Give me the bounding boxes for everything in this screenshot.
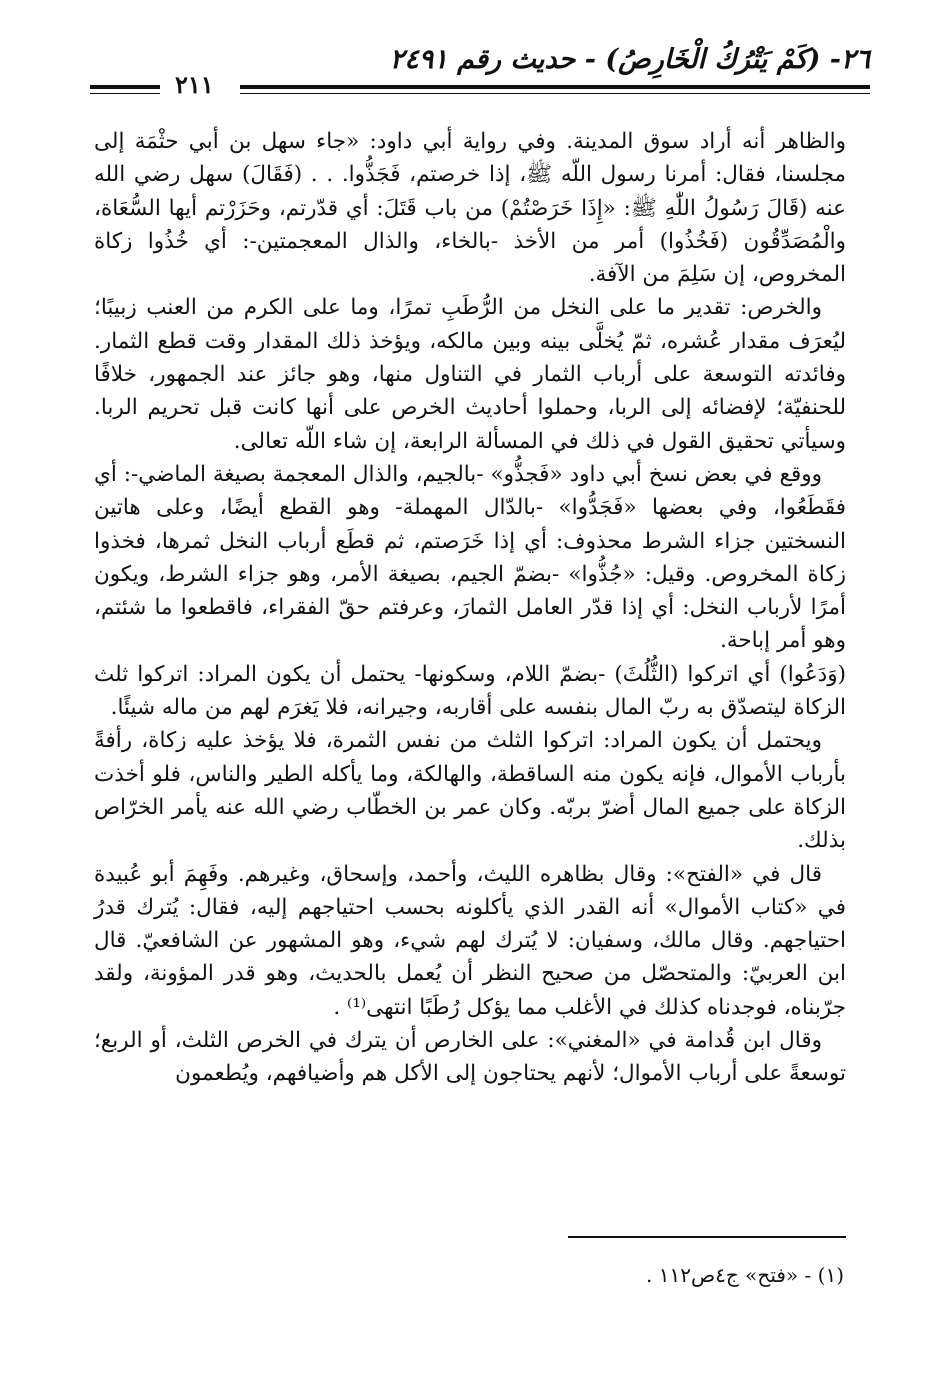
footnotes	[94, 1260, 844, 1290]
header-rule	[240, 85, 870, 94]
page-number: ٢١١	[175, 70, 214, 99]
paragraph-7: وقال ابن قُدامة في «المغني»: على الخارص أن يترك في الخرص الثلث، أو الربع؛ توسعةً على أرباب الأموال؛ لأنهم يحتاجون إلى الأكل هم وأضيافهم، ويُطعمون	[94, 1028, 846, 1087]
body-text	[94, 125, 846, 1091]
paragraph-2: والخرص: تقدير ما على النخل من الرُّطَبِ تمرًا، وما على الكرم من العنب زبيبًا؛ ليُعرَف مقدار عُشره، ثمّ يُخلَّى بينه وبين مالكه، ويؤخذ ذلك المقدار وقت قطع الثمار. وفائدته التوسعة على أرباب الثمار في التناول منها، وهو جائز عند الجمهور، خلافًا للحنفيّة؛ لإفضائه إلى الربا، وحملوا أحاديث الخرص على أنها كانت قبل تحريم الربا. وسيأتي تحقيق القول في ذلك في المسألة الرابعة، إن شاء اللّه تعالى.	[94, 295, 846, 454]
paragraph-1: والظاهر أنه أراد سوق المدينة. وفي رواية أبي داود: «جاء سهل بن أبي حثْمَة إلى مجلسنا، فقال: أمرنا رسول اللّه ﷺ، إذا خرصتم، فَجَذُّوا. . . (فَقَالَ) سهل رضي الله عنه (قَالَ رَسُولُ اللّٰهِ ﷺ: «إِذَا خَرَصْتُمْ) من باب قَتَلَ: أي قدّرتم، وحَزَرْتم أيها السُّعَاة، والْمُصَدِّقُون (فَخُذُوا) أمر من الأخذ -بالخاء، والذال المعجمتين-: أي خُذُوا زكاة المخروص، إن سَلِمَ من الآفة.	[94, 129, 846, 288]
paragraph-5: ويحتمل أن يكون المراد: اتركوا الثلث من نفس الثمرة، فلا يؤخذ عليه زكاة، رأفةً بأرباب الأموال، فإنه يكون منه الساقطة، والهالكة، وما يأكله الطير والناس، فلو أخذت الزكاة على جميع المال أضرّ بربّه. وكان عمر بن الخطّاب رضي الله عنه يأمر الخرّاص بذلك.	[94, 728, 846, 854]
footnote-separator	[568, 1236, 846, 1238]
footnote-1: (١) - «فتح» ج٤ص١١٢ .	[646, 1263, 844, 1287]
paragraph-3: ووقع في بعض نسخ أبي داود «فَجذُّو» -بالجيم، والذال المعجمة بصيغة الماضي-: أي فقَطَعُوا، وفي بعضها «فَجَدُّوا» -بالدّال المهملة- وهو القطع أيضًا، وعلى هاتين النسختين جزاء الشرط محذوف: أي إذا خَرَصتم، ثم قطَع أرباب النخل ثمرها، فخذوا زكاة المخروص. وقيل: «جُذُّوا» -بضمّ الجيم، بصيغة الأمر، وهو جزاء الشرط، ويكون أمرًا لأرباب النخل: أي إذا قدّر العامل الثمارَ، وعرفتم حقّ الفقراء، فاقطعوا ما شئتم، وهو أمر إباحة.	[94, 461, 846, 654]
paragraph-4: (وَدَعُوا) أي اتركوا (الثُّلُثَ) -بضمّ اللام، وسكونها- يحتمل أن يكون المراد: اتركوا ثلث الزكاة ليتصدّق به ربّ المال بنفسه على أقاربه، وجيرانه، فلا يَغرَم لهم من ماله شيئًا.	[94, 661, 846, 721]
header-rule-short	[90, 85, 160, 94]
chapter-title: ٢٦- (كَمْ يَتْرُكُ الْخَارِصُ) - حديث رقم ٢٤٩١	[389, 44, 870, 75]
page-header	[90, 42, 870, 102]
paragraph-6: قال في «الفتح»: وقال بظاهره الليث، وأحمد، وإسحاق، وغيرهم. وفَهِمَ أبو عُبيدة في «كتاب الأموال» أنه القدر الذي يأكلونه بحسب احتياجهم إليه، فقال: يُترك قدرُ احتياجهم. وقال مالك، وسفيان: لا يُترك لهم شيء، وهو المشهور عن الشافعيّ. قال ابن العربيّ: والمتحصّل من صحيح النظر أن يُعمل بالحديث، وهو قدر المؤونة، ولقد جرّبناه، فوجدناه كذلك في الأغلب مما يؤكل رُطَبًا انتهى⁽¹⁾ .	[94, 861, 846, 1020]
